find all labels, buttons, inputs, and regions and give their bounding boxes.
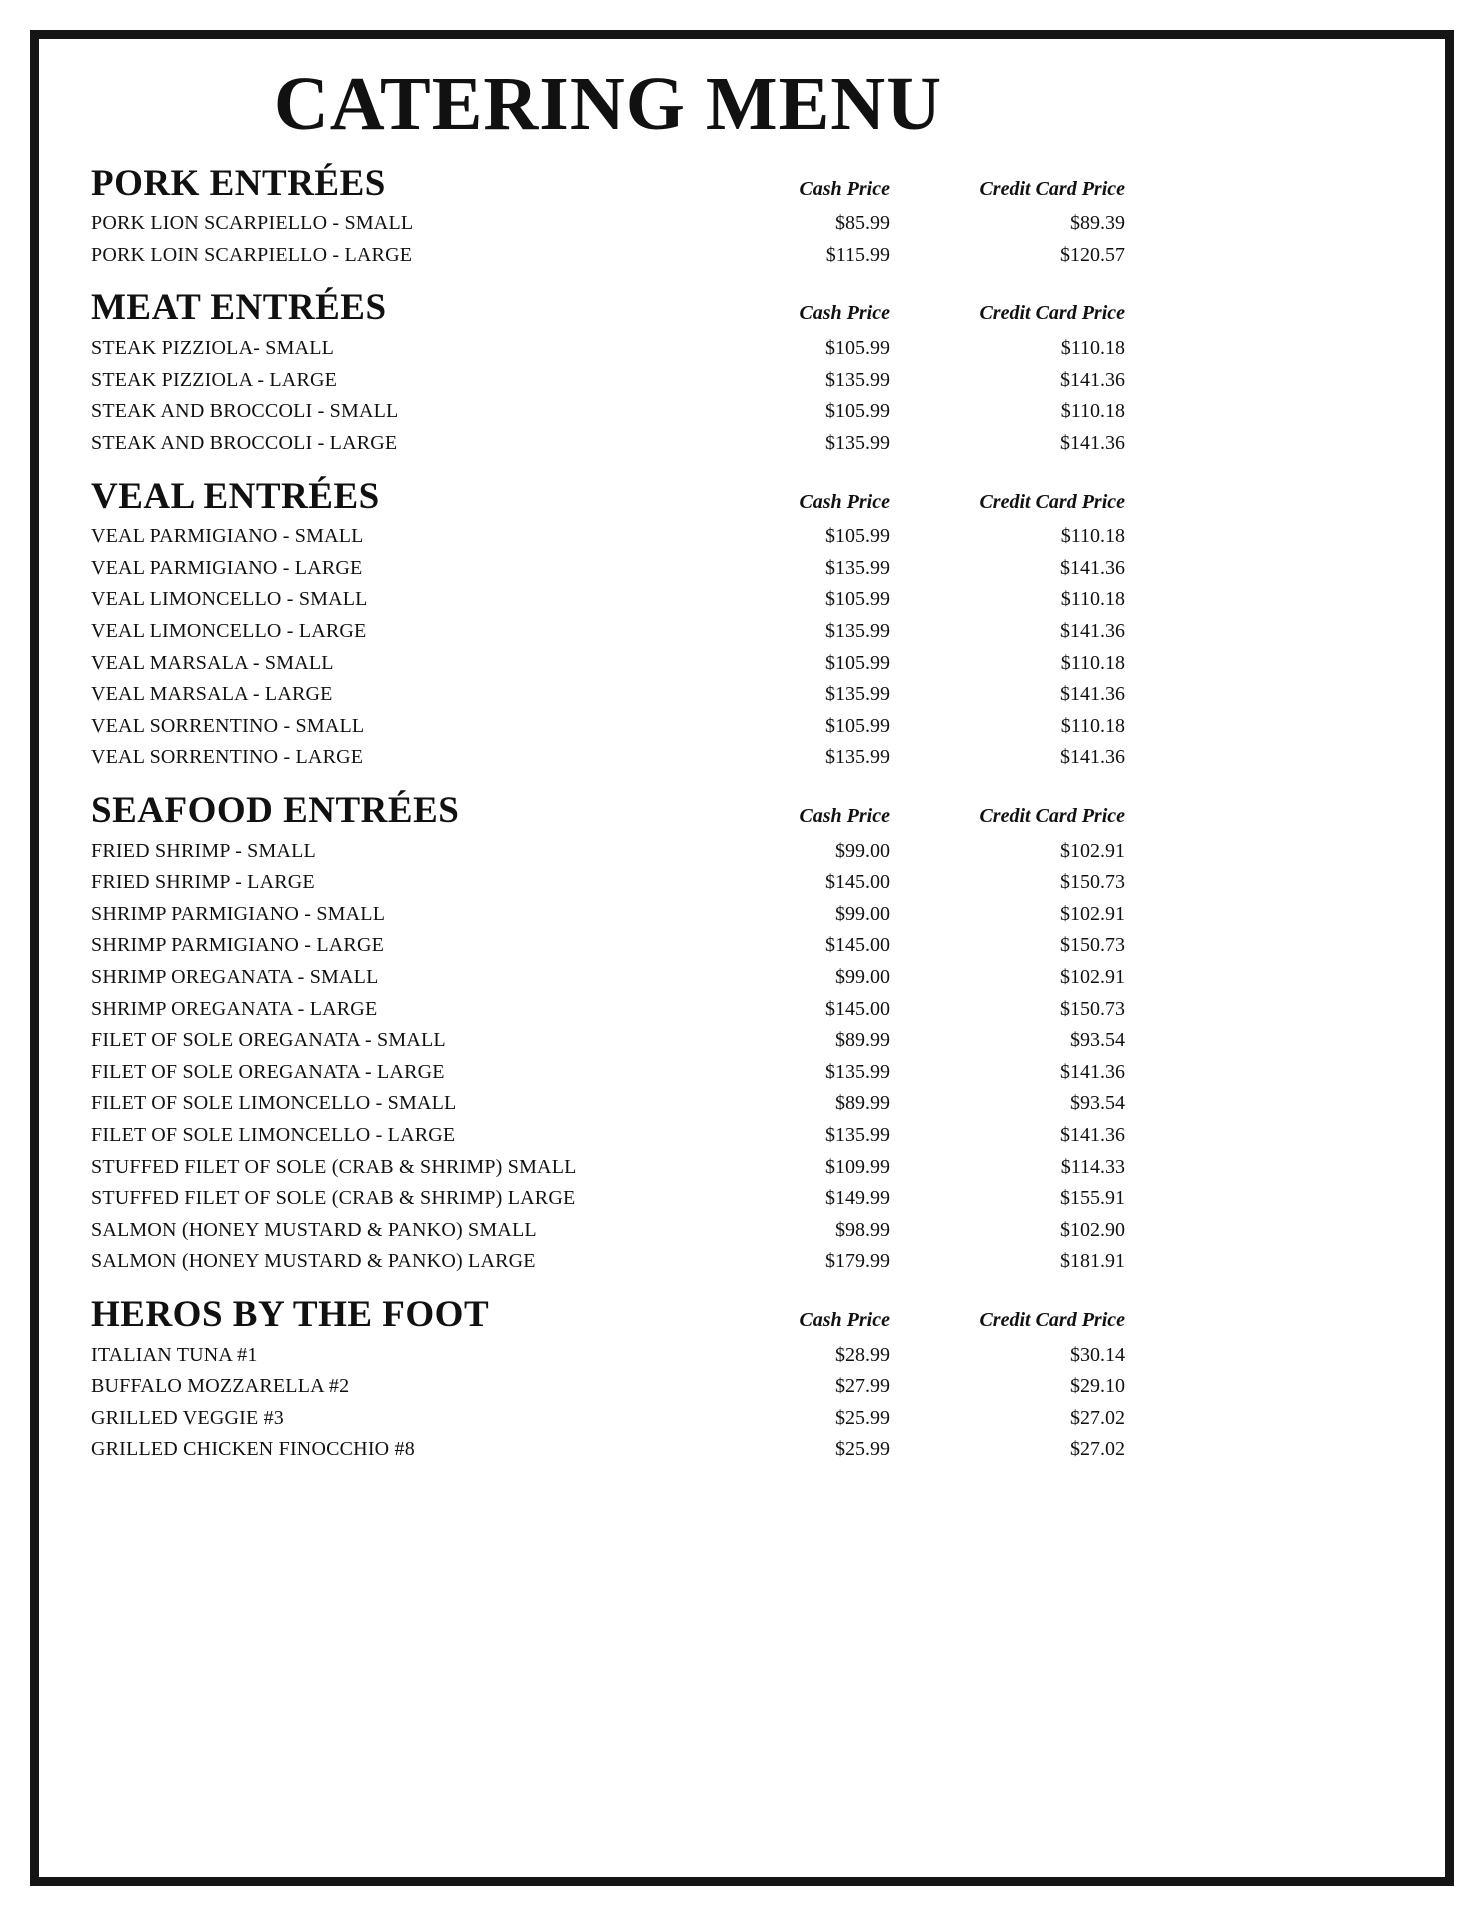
menu-item-row (91, 208, 1125, 240)
menu-item-name: VEAL MARSALA - LARGE (91, 683, 333, 706)
menu-item-row (91, 1152, 1125, 1184)
menu-item-name: SHRIMP OREGANATA - SMALL (91, 966, 379, 989)
menu-item-name: ITALIAN TUNA #1 (91, 1343, 258, 1366)
cash-price-value: $135.99 (825, 746, 890, 769)
credit-card-price-value: $141.36 (1060, 1060, 1125, 1083)
cash-price-value: $25.99 (835, 1438, 890, 1461)
credit-card-price-value: $29.10 (1070, 1375, 1125, 1398)
cash-price-value: $145.00 (825, 871, 890, 894)
menu-item-row (91, 240, 1125, 272)
menu-item-name: FRIED SHRIMP - SMALL (91, 839, 316, 862)
cash-price-value: $109.99 (825, 1155, 890, 1178)
credit-card-price-column-header: Credit Card Price (979, 490, 1125, 513)
menu-item-row (91, 333, 1125, 365)
menu-item-name: FILET OF SOLE LIMONCELLO - LARGE (91, 1124, 456, 1146)
cash-price-value: $85.99 (835, 212, 890, 235)
cash-price-value: $135.99 (825, 556, 890, 579)
section-title: VEAL ENTRÉES (91, 475, 380, 517)
menu-item-row (91, 616, 1125, 648)
menu-item-name: SHRIMP PARMIGIANO - LARGE (91, 934, 384, 957)
menu-item-name: GRILLED CHICKEN FINOCCHIO #8 (91, 1438, 415, 1461)
section-title: SEAFOOD ENTRÉES (91, 789, 460, 831)
section-rows (91, 1340, 1125, 1466)
cash-price-value: $25.99 (835, 1406, 890, 1429)
menu-section (91, 164, 1125, 272)
menu-item-name: VEAL LIMONCELLO - LARGE (91, 620, 367, 642)
credit-card-price-value: $110.18 (1060, 337, 1125, 360)
menu-item-row (91, 1088, 1125, 1120)
cash-price-value: $135.99 (825, 683, 890, 706)
section-header-row (91, 477, 1125, 518)
section-rows (91, 836, 1125, 1278)
menu-item-name: PORK LOIN SCARPIELLO - LARGE (91, 243, 413, 266)
credit-card-price-column-header: Credit Card Price (979, 302, 1125, 325)
menu-section (91, 477, 1125, 774)
menu-item-name: VEAL PARMIGIANO - LARGE (91, 556, 363, 579)
credit-card-price-value: $141.36 (1060, 620, 1125, 642)
cash-price-value: $135.99 (825, 368, 890, 391)
section-rows (91, 208, 1125, 271)
cash-price-value: $115.99 (825, 243, 890, 266)
credit-card-price-value: $102.91 (1060, 839, 1125, 862)
credit-card-price-value: $155.91 (1060, 1187, 1125, 1210)
credit-card-price-value: $150.73 (1060, 871, 1125, 894)
cash-price-column-header: Cash Price (799, 490, 890, 513)
section-title: MEAT ENTRÉES (91, 287, 387, 329)
cash-price-value: $145.00 (825, 997, 890, 1020)
menu-item-name: FILET OF SOLE OREGANATA - SMALL (91, 1029, 446, 1052)
menu-title: CATERING MENU (273, 62, 943, 146)
credit-card-price-value: $110.18 (1060, 714, 1125, 737)
menu-item-name: PORK LION SCARPIELLO - SMALL (91, 212, 414, 235)
menu-item-name: SHRIMP OREGANATA - LARGE (91, 997, 378, 1020)
cash-price-value: $135.99 (825, 1124, 890, 1146)
cash-price-value: $105.99 (825, 588, 890, 611)
section-rows (91, 333, 1125, 459)
section-header-row (91, 164, 1125, 205)
menu-section (91, 288, 1125, 459)
cash-price-value: $149.99 (825, 1187, 890, 1210)
credit-card-price-value: $110.18 (1060, 651, 1125, 674)
menu-item-row (91, 365, 1125, 397)
menu-item-row (91, 742, 1125, 774)
credit-card-price-value: $141.36 (1060, 1124, 1125, 1146)
menu-content (91, 39, 1125, 1466)
menu-item-row (91, 1025, 1125, 1057)
credit-card-price-value: $114.33 (1060, 1155, 1125, 1178)
menu-item-row (91, 1403, 1125, 1435)
menu-item-row (91, 930, 1125, 962)
credit-card-price-column-header: Credit Card Price (979, 804, 1125, 827)
menu-item-row (91, 899, 1125, 931)
page-border (30, 30, 1454, 1886)
menu-item-row (91, 1120, 1125, 1152)
cash-price-value: $99.00 (835, 902, 890, 925)
menu-section (91, 1295, 1125, 1466)
cash-price-value: $135.99 (825, 1060, 890, 1083)
menu-item-row (91, 1183, 1125, 1215)
credit-card-price-value: $93.54 (1070, 1092, 1125, 1115)
cash-price-column-header: Cash Price (799, 804, 890, 827)
credit-card-price-value: $120.57 (1060, 243, 1125, 266)
cash-price-value: $99.00 (835, 966, 890, 989)
menu-item-name: FRIED SHRIMP - LARGE (91, 871, 315, 894)
cash-price-value: $105.99 (825, 400, 890, 423)
cash-price-value: $105.99 (825, 651, 890, 674)
cash-price-value: $89.99 (835, 1092, 890, 1115)
menu-item-row (91, 994, 1125, 1026)
menu-item-row (91, 1057, 1125, 1089)
credit-card-price-value: $102.91 (1060, 966, 1125, 989)
cash-price-value: $99.00 (835, 839, 890, 862)
credit-card-price-value: $181.91 (1060, 1250, 1125, 1273)
menu-item-name: SALMON (HONEY MUSTARD & PANKO) LARGE (91, 1250, 536, 1273)
credit-card-price-value: $141.36 (1060, 431, 1125, 454)
menu-item-row (91, 584, 1125, 616)
menu-item-row (91, 679, 1125, 711)
menu-item-name: VEAL MARSALA - SMALL (91, 651, 334, 674)
menu-item-row (91, 396, 1125, 428)
cash-price-column-header: Cash Price (799, 177, 890, 200)
credit-card-price-value: $141.36 (1060, 368, 1125, 391)
menu-item-name: SHRIMP PARMIGIANO - SMALL (91, 902, 386, 925)
credit-card-price-value: $102.90 (1060, 1218, 1125, 1241)
credit-card-price-value: $110.18 (1060, 525, 1125, 548)
menu-item-name: STEAK PIZZIOLA - LARGE (91, 368, 338, 391)
menu-item-row (91, 1215, 1125, 1247)
credit-card-price-value: $30.14 (1070, 1343, 1125, 1366)
credit-card-price-value: $102.91 (1060, 902, 1125, 925)
section-header-row (91, 1295, 1125, 1336)
cash-price-value: $105.99 (825, 337, 890, 360)
menu-item-name: STEAK AND BROCCOLI - LARGE (91, 431, 398, 454)
section-title: HEROS BY THE FOOT (91, 1293, 490, 1335)
section-header-row (91, 791, 1125, 832)
menu-item-name: STEAK PIZZIOLA- SMALL (91, 337, 335, 360)
menu-item-name: VEAL LIMONCELLO - SMALL (91, 588, 368, 611)
menu-item-name: STUFFED FILET OF SOLE (CRAB & SHRIMP) SMALL (91, 1155, 577, 1178)
menu-item-name: FILET OF SOLE LIMONCELLO - SMALL (91, 1092, 457, 1115)
section-header-row (91, 288, 1125, 329)
menu-item-row (91, 867, 1125, 899)
menu-item-name: SALMON (HONEY MUSTARD & PANKO) SMALL (91, 1218, 537, 1241)
cash-price-value: $135.99 (825, 431, 890, 454)
credit-card-price-value: $27.02 (1070, 1406, 1125, 1429)
credit-card-price-value: $89.39 (1070, 212, 1125, 235)
credit-card-price-value: $110.18 (1060, 588, 1125, 611)
menu-item-name: VEAL PARMIGIANO - SMALL (91, 525, 364, 548)
cash-price-value: $98.99 (835, 1218, 890, 1241)
credit-card-price-value: $141.36 (1060, 683, 1125, 706)
menu-item-row (91, 962, 1125, 994)
cash-price-column-header: Cash Price (799, 1308, 890, 1331)
menu-item-name: STEAK AND BROCCOLI - SMALL (91, 400, 399, 423)
menu-item-row (91, 521, 1125, 553)
section-title: PORK ENTRÉES (91, 162, 386, 204)
menu-item-name: VEAL SORRENTINO - LARGE (91, 746, 364, 769)
credit-card-price-column-header: Credit Card Price (979, 1308, 1125, 1331)
credit-card-price-value: $141.36 (1060, 746, 1125, 769)
cash-price-value: $179.99 (825, 1250, 890, 1273)
menu-item-name: GRILLED VEGGIE #3 (91, 1406, 284, 1429)
cash-price-value: $27.99 (835, 1375, 890, 1398)
cash-price-value: $105.99 (825, 525, 890, 548)
menu-section (91, 791, 1125, 1278)
credit-card-price-value: $110.18 (1060, 400, 1125, 423)
cash-price-column-header: Cash Price (799, 302, 890, 325)
menu-item-name: BUFFALO MOZZARELLA #2 (91, 1375, 350, 1398)
cash-price-value: $28.99 (835, 1343, 890, 1366)
menu-item-name: FILET OF SOLE OREGANATA - LARGE (91, 1060, 445, 1083)
menu-item-row (91, 428, 1125, 460)
cash-price-value: $145.00 (825, 934, 890, 957)
menu-item-row (91, 836, 1125, 868)
menu-item-row (91, 1340, 1125, 1372)
credit-card-price-value: $150.73 (1060, 934, 1125, 957)
cash-price-value: $105.99 (825, 714, 890, 737)
menu-item-row (91, 1371, 1125, 1403)
menu-item-row (91, 711, 1125, 743)
cash-price-value: $135.99 (825, 620, 890, 642)
cash-price-value: $89.99 (835, 1029, 890, 1052)
section-rows (91, 521, 1125, 774)
menu-item-row (91, 1434, 1125, 1466)
credit-card-price-column-header: Credit Card Price (979, 177, 1125, 200)
credit-card-price-value: $141.36 (1060, 556, 1125, 579)
menu-item-name: STUFFED FILET OF SOLE (CRAB & SHRIMP) LARGE (91, 1187, 576, 1210)
credit-card-price-value: $150.73 (1060, 997, 1125, 1020)
menu-item-row (91, 1246, 1125, 1278)
menu-item-row (91, 553, 1125, 585)
menu-sections (91, 164, 1125, 1466)
credit-card-price-value: $93.54 (1070, 1029, 1125, 1052)
credit-card-price-value: $27.02 (1070, 1438, 1125, 1461)
menu-item-row (91, 648, 1125, 680)
menu-item-name: VEAL SORRENTINO - SMALL (91, 714, 365, 737)
